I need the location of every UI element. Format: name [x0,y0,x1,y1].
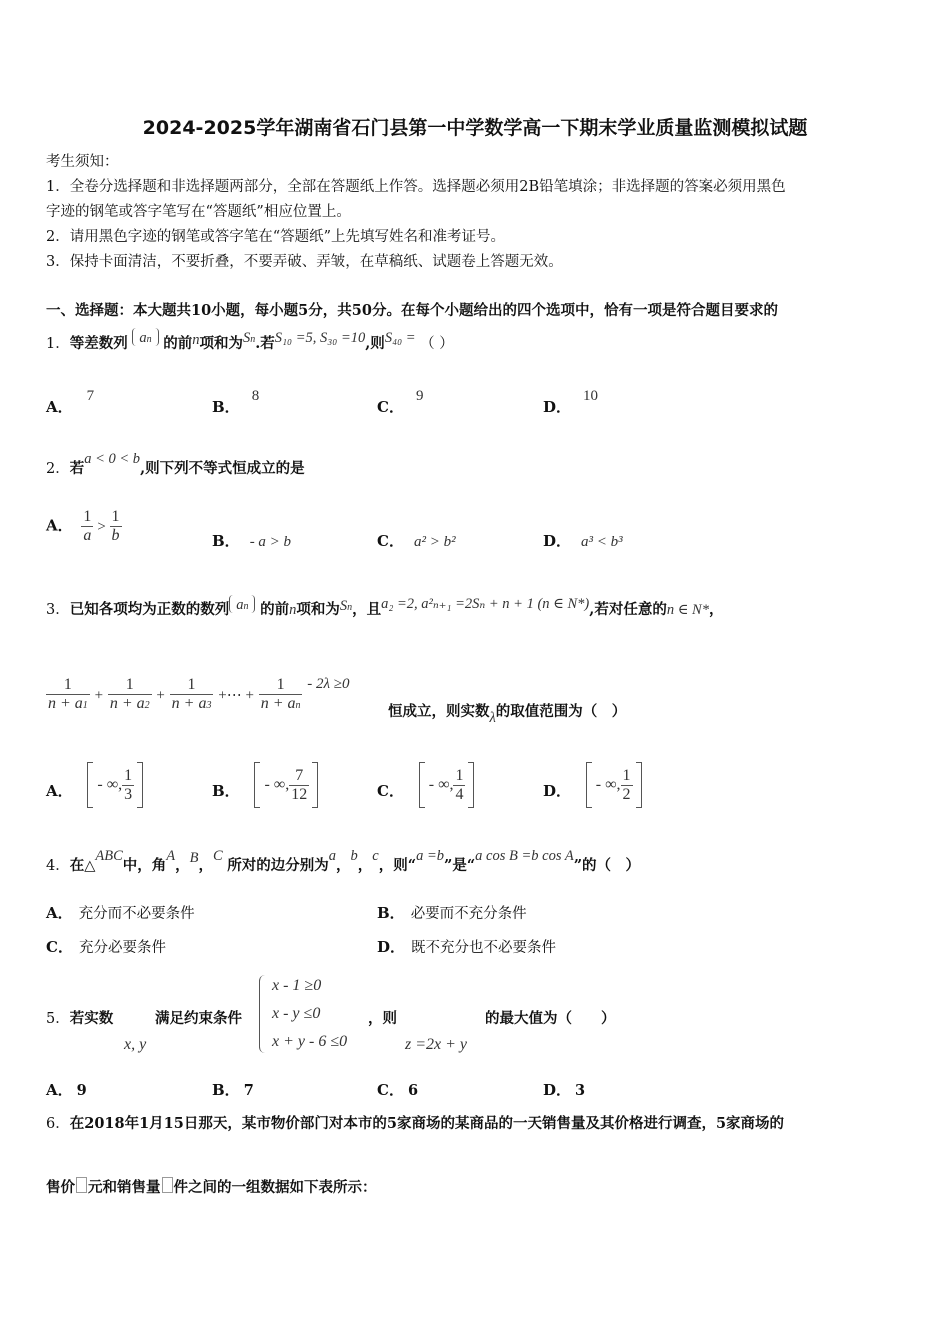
q6-number: 6． [46,1116,70,1132]
q5-constraint-1: x - 1 ≥0 [272,977,322,994]
q1-number: 1． [46,336,70,352]
q4-number: 4． [46,858,70,874]
notice-heading: 考生须知： [46,154,119,170]
q1-n: n [192,332,200,348]
q4-option-d: D． 既不充分也不必要条件 [377,938,557,956]
q1-option-d: D．10 [543,388,599,416]
q4-text-a: 在△ [69,857,96,874]
q5-text-b: 满足约束条件 [155,1010,242,1027]
placeholder-box-icon [76,1177,87,1193]
q3-ineq-tail: - 2λ ≥0 [307,675,350,692]
q6-line-2: 售价 元和销售量 件之间的一组数据如下表所示： [46,1179,377,1196]
q4-condition-q: a cos B =b cos A [475,848,574,864]
q3-text-h: 的取值范围为（ ） [495,703,627,720]
q3-option-d: D． - ∞, $\frac{1}{2}$ [543,762,642,813]
q5-constraint-3: x + y - 6 ≤0 [272,1033,348,1050]
q4-text-d: ，则“ [378,857,417,874]
notice-item-3: 3．保持卡面清洁，不要折叠，不要弄破、弄皱，在草稿纸、试题卷上答题无效。 [46,254,563,270]
q5-constraints [259,972,347,1056]
q5-option-a: A． 9 [46,1081,87,1099]
q5-option-d: D． 3 [543,1081,586,1099]
q3-text-f: ， [708,601,724,618]
q3-text-g: 恒成立，则实数 [388,703,490,720]
q6-line-1: 在2018年1月15日那天，某市物价部门对本市的5家商场的某商品的一天销售量及其价格进行调查，5家商场的 [69,1115,785,1132]
q5-text-a: 若实数 [69,1010,114,1027]
q5-number-text [46,1009,113,1029]
q5-option-b: B． 7 [212,1081,254,1099]
q3-text-e: ,若对任意的 [589,601,667,618]
q2-condition: a < 0 < b [84,451,141,467]
q5-number: 5． [46,1011,70,1027]
q3-text-b: 的前 [260,601,290,618]
q2-number: 2． [46,461,70,477]
q2-option-c: C． a² > b² [377,532,456,550]
q3-inequality: $\frac{1}{n + a1}$ + $\frac{1}{n + a2}$ + $\frac{1}{n + a3}$ +⋯ + $\frac{1}{n + an}$ - 2λ ≥0 [46,676,350,715]
q3-condition: a₂ =2, a²ₙ₊₁ =2Sₙ + n + 1 (n ∈ N*) [381,596,590,612]
q3-text-c: 项和为 [296,601,340,618]
page-title: 2024-2025学年湖南省石门县第一中学数学高一下期末学业质量监测模拟试题 [142,117,808,139]
q4-angle-b: B [189,850,199,866]
placeholder-box-icon [162,1177,173,1193]
question-2 [46,451,305,479]
q5-text-d: 的最大值为（ ） [485,1010,616,1027]
question-1 [46,330,454,356]
q1-text-e: ,则 [365,335,385,352]
q4-angle-c: C [213,848,223,864]
q3-number: 3． [46,602,70,618]
q2-option-a: A． $\frac{1}{a}$ > $\frac{1}{b}$ [46,508,120,544]
q3-sequence: an [229,595,255,613]
q3-tail-text [388,702,627,726]
q1-sequence: an [132,328,158,346]
q2-text-a: 若 [69,460,85,477]
q4-option-a: A． 充分而不必要条件 [46,904,195,922]
q3-lambda: λ [489,710,496,726]
notice-item-1-cont: 字迹的钢笔或答字笔写在“答题纸”相应位置上。 [46,204,351,220]
q4-text-b: 中，角 [122,857,167,874]
q3-forall: n ∈ N* [666,602,709,618]
question-6 [46,1114,784,1134]
notice-item-2: 2．请用黑色字迹的钢笔或答字笔在“答题纸”上先填写姓名和准考证号。 [46,229,506,245]
q4-triangle: ABC [95,848,123,864]
q1-option-a: A．7 [46,388,95,416]
q4-side-c: c [372,848,379,864]
q4-text-e: ”是“ [443,857,476,874]
q1-option-b: B．8 [212,388,260,416]
q4-option-c: C． 充分必要条件 [46,938,166,956]
q1-paren: （ ） [420,336,454,352]
q5-objective: z =2x + y [405,1036,468,1053]
q1-ask: S₄₀ = [384,330,416,346]
q1-S: Sn [242,330,256,346]
question-4: 4．在△ABC中，角A，B，C 所对的边分别为a，b，c，则“a =b”是“a cos B =b cos A”的（ ） [46,848,641,874]
q3-option-c: C． - ∞, $\frac{1}{4}$ [377,762,474,813]
q1-text-b: 的前 [163,335,193,352]
q4-side-a: a [328,848,337,864]
q4-text-f: ”的（ ） [573,857,641,874]
q2-option-d: D． a³ < b³ [543,532,623,550]
q5-option-c: C． 6 [377,1081,419,1099]
q1-text-a: 等差数列 [69,335,128,352]
question-3: 3．已知各项均为正数的数列 an 的前n项和为Sn，且a₂ =2, a²ₙ₊₁ =2Sₙ + n + 1 (n ∈ N*),若对任意的n ∈ N*， [46,596,724,618]
q5-vars: x, y [124,1036,147,1053]
q4-condition-p: a =b [416,848,444,864]
q2-option-b: B． - a > b [212,532,292,550]
q3-option-a: A． - ∞, $\frac{1}{3}$ [46,762,143,813]
q5-constraint-2: x - y ≤0 [272,1005,321,1022]
q1-text-d: .若 [255,335,275,352]
q1-option-c: C．9 [377,388,424,416]
q3-text-a: 已知各项均为正数的数列 [69,601,230,618]
q3-option-b: B． - ∞, $\frac{7}{12}$ [212,762,318,813]
notice-item-1: 1．全卷分选择题和非选择题两部分，全部在答题纸上作答。选择题必须用2B铅笔填涂；非选择题的答案必须用黑色 [46,179,786,195]
q5-text-c: ，则 [368,1010,397,1027]
q1-text-c: 项和为 [199,335,243,352]
q2-text-b: ,则下列不等式恒成立的是 [140,460,305,477]
q1-condition: S₁₀ =5, S₃₀ =10 [274,330,366,346]
q3-text-d: ，且 [352,601,382,618]
q4-angle-a: A [166,848,176,864]
q4-side-b: b [350,848,358,864]
q4-text-c: 所对的边分别为 [227,857,329,874]
q4-option-b: B． 必要而不充分条件 [377,904,527,922]
section-heading: 一、选择题：本大题共10小题，每小题5分，共50分。在每个小题给出的四个选项中，恰有一项是符合题目要求的 [46,302,778,319]
